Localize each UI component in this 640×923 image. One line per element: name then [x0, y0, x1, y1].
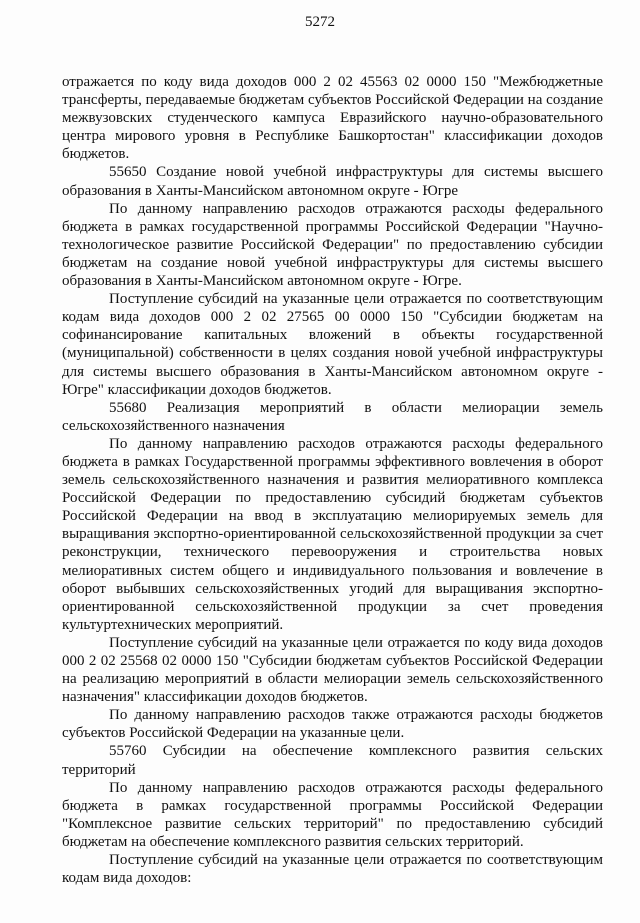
- paragraph-expenses-55760: По данному направлению расходов отражаются расходы федерального бюджета в рамках государственной программы Российской Федерации "Комплексное развитие сельских территорий" по предоставлению субсидий бюджетам на обеспечение комплексного развития сельских территорий.: [62, 779, 603, 850]
- section-heading-55650: 55650 Создание новой учебной инфраструктуры для системы высшего образования в Ханты-Мансийском автономном округе - Югре: [62, 164, 603, 199]
- page-number: 5272: [305, 14, 335, 30]
- paragraph-income-55650: Поступление субсидий на указанные цели отражается по соответствующим кодам вида доходов 000 2 02 27565 00 0000 150 "Субсидии бюджетам на софинансирование капитальных вложений в объекты государственной (муниципальной) собственности в целях создания новой учебной инфраструктуры для системы высшего образования в Ханты-Мансийском автономном округе - Югре" классификации доходов бюджетов.: [62, 291, 603, 398]
- paragraph-regional-expenses-55680: По данному направлению расходов также отражаются расходы бюджетов субъектов Российской Федерации на указанные цели.: [62, 707, 603, 742]
- paragraph-expenses-55680: По данному направлению расходов отражаются расходы федерального бюджета в рамках Государственной программы эффективного вовлечения в оборот земель сельскохозяйственного назначения и развития мелиоративного комплекса Российской Федерации по предоставлению субсидий бюджетам субъектов Российской Федерации на ввод в эксплуатацию мелиорируемых земель для выращивания экспортно-ориентированной сельскохозяйственной продукции за счет реконструкции, технического перевооружения и строительства новых мелиоративных систем общего и индивидуального пользования и вовлечение в оборот выбывших сельскохозяйственных угодий для выращивания экспортно-ориентированной сельскохозяйственной продукции за счет проведения культуртехнических мероприятий.: [62, 435, 603, 633]
- paragraph-income-code-bashkortostan: отражается по коду вида доходов 000 2 02 45563 02 0000 150 "Межбюджетные трансферты, передаваемые бюджетам субъектов Российской Федерации на создание межвузовских студенческого кампуса Евразийского научно-образовательного центра мирового уровня в Республике Башкортостан" классификации доходов бюджетов.: [62, 74, 603, 163]
- paragraph-income-55680: Поступление субсидий на указанные цели отражается по коду вида доходов 000 2 02 25568 02 0000 150 "Субсидии бюджетам субъектов Российской Федерации на реализацию мероприятий в области мелиорации земель сельскохозяйственного назначения" классификации доходов бюджетов.: [62, 634, 603, 706]
- document-body: [62, 73, 603, 887]
- section-heading-55760: 55760 Субсидии на обеспечение комплексного развития сельских территорий: [62, 743, 603, 778]
- paragraph-income-55760: Поступление субсидий на указанные цели отражается по соответствующим кодам вида доходов:: [62, 852, 603, 887]
- section-heading-55680: 55680 Реализация мероприятий в области мелиорации земель сельскохозяйственного назначения: [62, 399, 603, 434]
- paragraph-expenses-55650: По данному направлению расходов отражаются расходы федерального бюджета в рамках государственной программы Российской Федерации "Научно-технологическое развитие Российской Федерации" по предоставлению субсидии бюджетам на создание новой учебной инфраструктуры для системы высшего образования в Ханты-Мансийском автономном округе - Югре.: [62, 200, 603, 290]
